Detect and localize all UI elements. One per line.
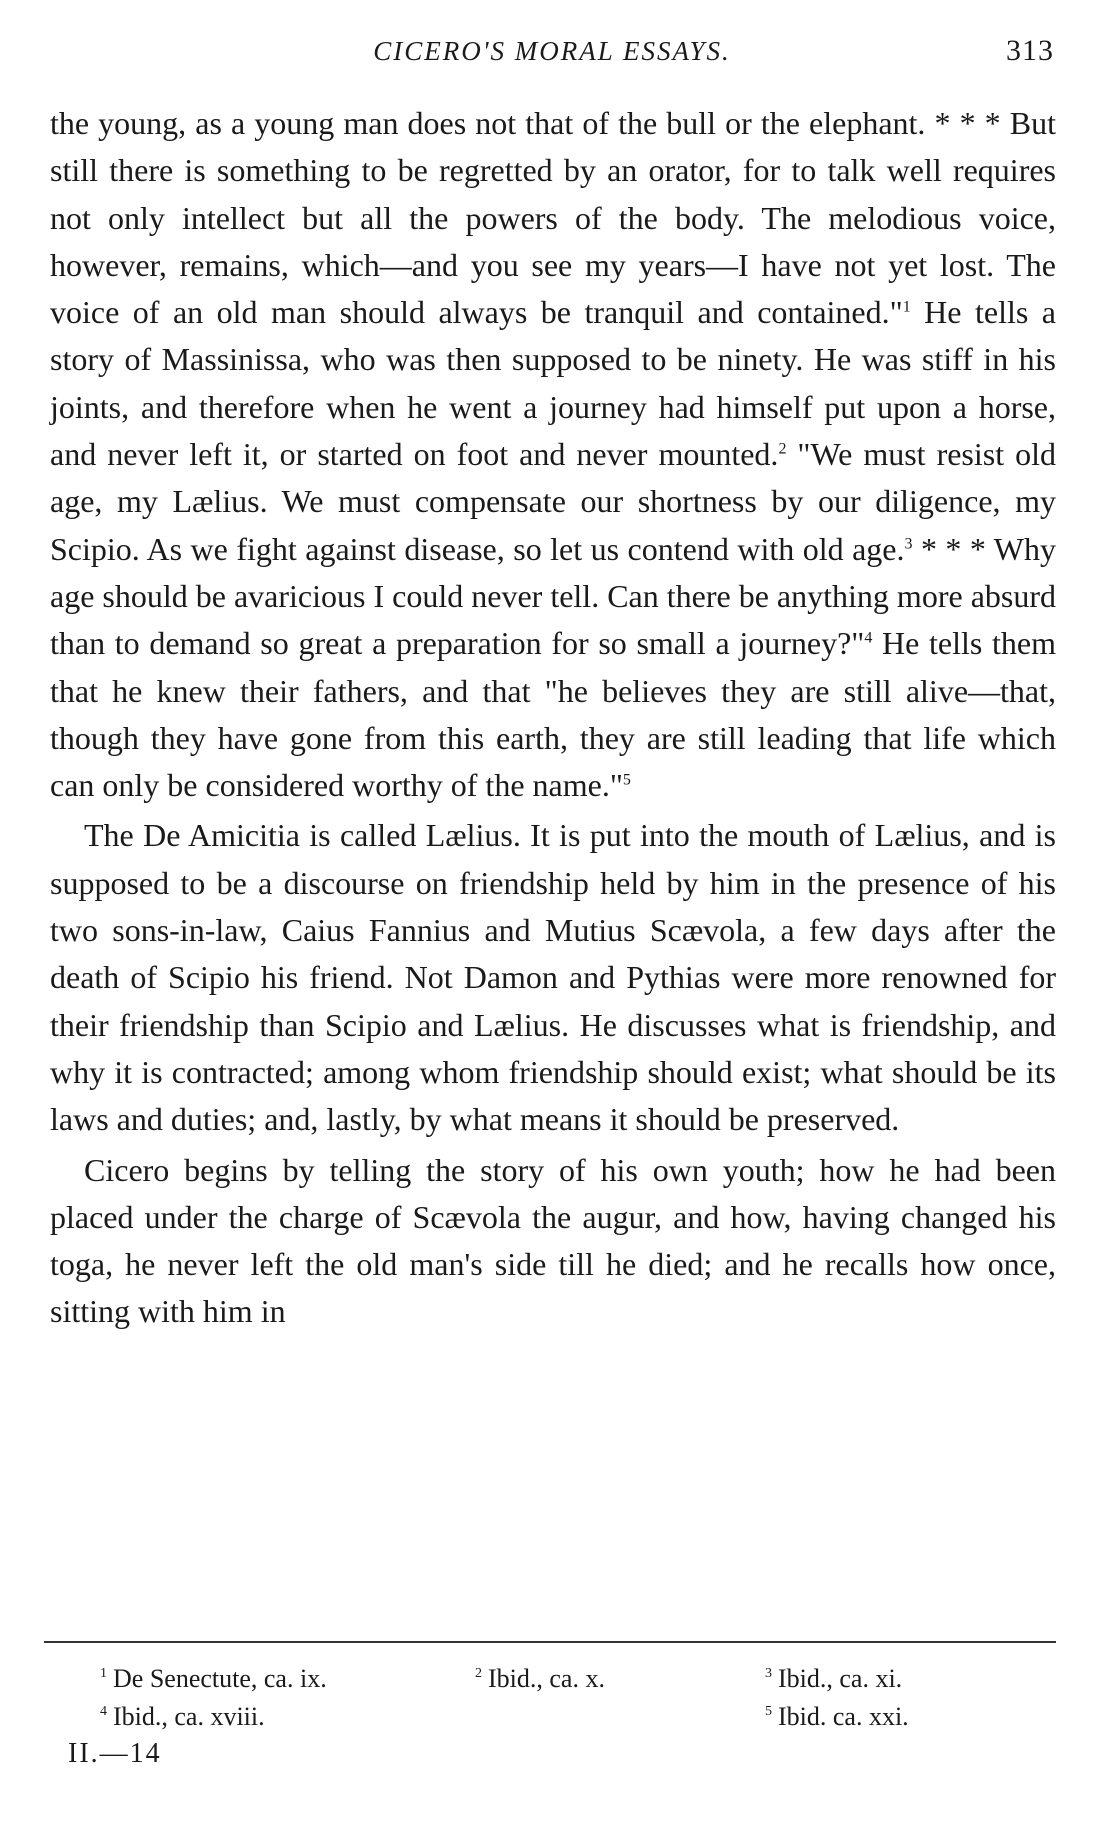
signature-mark: II.—14 xyxy=(68,1738,162,1769)
paragraph-de-amicitia: The De Amicitia is called Lælius. It is put into the mouth of Lælius, and is supposed to be a discourse on friendship held by him in the presence of his two sons-in-law, Caius Fannius and Mutius Scævola, a few days after the death of Scipio his friend. Not Damon and Pythias were more renowned for their friendship than Scipio and Lælius. He discusses what is friendship, and why it is contracted; among whom friendship should exist; what should be its laws and duties; and, lastly, by what means it should be preserved. xyxy=(50,817,1056,1138)
footnote-ref: 4 xyxy=(864,629,873,647)
page-number: 313 xyxy=(1006,34,1054,67)
body-text xyxy=(50,100,1056,1336)
footnotes xyxy=(100,1660,1060,1736)
text-run: "We must resist old age, my Lælius. We must compensate our shortness by our diligence, my Scipio. As we fight against disease, so let us contend with old age. xyxy=(50,436,1057,567)
footnote-ref: 3 xyxy=(904,535,913,553)
footnote-mark: 4 xyxy=(100,1704,107,1720)
paragraph-cicero-youth: Cicero begins by telling the story of his own youth; how he had been placed under the charge of Scævola the augur, and how, having changed his toga, he never left the old man's side till he died; and he recalls how once, sitting with him in xyxy=(50,1151,1056,1330)
footnote-text: Ibid., ca. xviii. xyxy=(113,1702,265,1731)
page-header xyxy=(50,30,1054,74)
footnote-mark: 2 xyxy=(475,1666,482,1682)
text-run: He tells them that he knew their fathers, and that "he believes they are still alive—that, though they have gone from this earth, they are still leading that life which can only be considered worthy of the name." xyxy=(50,625,1057,804)
footnote xyxy=(100,1698,475,1736)
running-title: CICERO'S MORAL ESSAYS. xyxy=(373,36,731,66)
footnote-ref: 1 xyxy=(902,298,911,316)
footnote-text: Ibid. ca. xxi. xyxy=(778,1702,909,1731)
footnote-text: Ibid., ca. xi. xyxy=(778,1664,903,1693)
footnote-mark: 5 xyxy=(765,1704,772,1720)
footnote-mark: 3 xyxy=(765,1666,772,1682)
footnote xyxy=(475,1660,765,1698)
footnote-mark: 1 xyxy=(100,1666,107,1682)
footnote-spacer xyxy=(475,1698,765,1736)
footnote-text: Ibid., ca. x. xyxy=(488,1664,605,1693)
footnote xyxy=(100,1660,475,1698)
text-run: * * * Why age should be avaricious I could never tell. Can there be anything more absurd than to demand so great a preparation for so small a journey?" xyxy=(50,530,1056,662)
footnote xyxy=(765,1698,1025,1736)
paragraph-continued xyxy=(50,100,1056,809)
footnote-rule xyxy=(44,1641,1056,1643)
text-run: He tells a story of Massinissa, who was then supposed to be ninety. He was stiff in his joints, and therefore when he went a journey had himself put upon a horse, and never left it, or started on foot and never mounted. xyxy=(50,294,1057,473)
footnote-ref: 5 xyxy=(622,771,631,789)
footnote xyxy=(765,1660,1025,1698)
footnote-text: De Senectute, ca. ix. xyxy=(113,1664,327,1693)
footnote-row xyxy=(100,1660,1060,1698)
text-run: the young, as a young man does not that of the bull or the elephant. * * * But still there is something to be regretted by an orator, for to talk well requires not only intellect but all the powers of the body. The melodious voice, however, remains, which—and you see my years—I have not yet lost. The voice of an old man should always be tranquil and contained." xyxy=(50,105,1056,331)
footnote-ref: 2 xyxy=(778,440,787,458)
footnote-row xyxy=(100,1698,1060,1736)
